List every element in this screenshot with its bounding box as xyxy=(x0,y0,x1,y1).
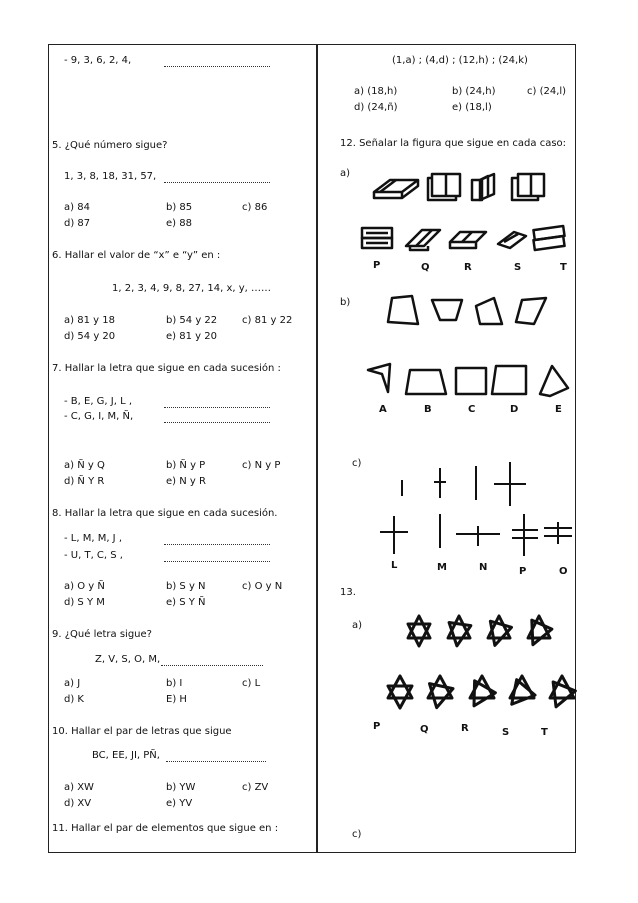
q12b-label: b) xyxy=(340,297,351,308)
q12b-option-c: C xyxy=(468,404,476,415)
q6-sequence: 1, 2, 3, 4, 9, 8, 27, 14, x, y, …… xyxy=(112,283,272,294)
q12c-option-o: O xyxy=(559,566,568,577)
q6-option-e: e) 81 y 20 xyxy=(166,331,217,342)
answer-blank xyxy=(164,553,270,562)
q9-option-d: d) K xyxy=(64,694,84,705)
q9-option-a: a) J xyxy=(64,678,81,689)
q10-option-d: d) XV xyxy=(64,798,92,809)
q9-option-c: c) L xyxy=(242,678,261,689)
q8-option-d: d) S Y M xyxy=(64,597,105,608)
q13c-label: c) xyxy=(352,829,362,840)
q9-sequence: Z, V, S, O, M, xyxy=(95,654,161,665)
q8-option-b: b) S y N xyxy=(166,581,206,592)
q12c-sequence-figures xyxy=(390,460,530,508)
q13a-option-stars xyxy=(380,672,580,712)
q5-option-c: c) 86 xyxy=(242,202,268,213)
q10-option-e: e) YV xyxy=(166,798,193,809)
pairs-option-b: b) (24,h) xyxy=(452,86,496,97)
q6-option-b: b) 54 y 22 xyxy=(166,315,218,326)
answer-blank xyxy=(164,399,270,408)
pairs-option-c: c) (24,l) xyxy=(527,86,567,97)
q10-option-b: b) YW xyxy=(166,782,196,793)
q7-option-a: a) Ñ y Q xyxy=(64,460,105,471)
q6-option-d: d) 54 y 20 xyxy=(64,331,116,342)
q7-option-b: b) Ñ y P xyxy=(166,460,206,471)
q12b-option-e: E xyxy=(555,404,562,415)
q7-sequence-1: - B, E, G, J, L , xyxy=(64,396,133,407)
q6-title: 6. Hallar el valor de “x” e “y” en : xyxy=(52,250,221,261)
q8-title: 8. Hallar la letra que sigue en cada sucesión. xyxy=(52,508,278,519)
q9-title: 9. ¿Qué letra sigue? xyxy=(52,629,152,640)
q10-sequence: BC, EE, JI, PÑ, xyxy=(92,750,160,761)
q12b-option-d: D xyxy=(510,404,519,415)
q12c-option-l: L xyxy=(391,560,398,571)
q8-option-a: a) O y Ñ xyxy=(64,581,105,592)
q12a-sequence-figures xyxy=(368,168,568,208)
q7-sequence-2: - C, G, I, M, Ñ, xyxy=(64,411,134,422)
q8-option-c: c) O y N xyxy=(242,581,283,592)
q8-option-e: e) S Y Ñ xyxy=(166,597,206,608)
q8-sequence-2: - U, T, C, S , xyxy=(64,550,123,561)
q7-title: 7. Hallar la letra que sigue en cada sucesión : xyxy=(52,363,281,374)
q7-option-d: d) Ñ Y R xyxy=(64,476,105,487)
q12a-option-q: Q xyxy=(421,262,430,273)
q5-option-a: a) 84 xyxy=(64,202,90,213)
q9-option-b: b) I xyxy=(166,678,183,689)
q10-option-a: a) XW xyxy=(64,782,94,793)
q12a-option-r: R xyxy=(464,262,472,273)
q12a-option-figures xyxy=(358,222,572,258)
q12b-option-b: B xyxy=(424,404,432,415)
q13a-option-t: T xyxy=(541,727,548,738)
q12c-option-m: M xyxy=(437,562,447,573)
q5-option-e: e) 88 xyxy=(166,218,192,229)
q12c-label: c) xyxy=(352,458,362,469)
answer-blank xyxy=(164,536,270,545)
q12b-sequence-figures xyxy=(384,294,554,330)
previous-sequence: - 9, 3, 6, 2, 4, xyxy=(64,55,132,66)
q13-title: 13. xyxy=(340,587,356,598)
q12a-label: a) xyxy=(340,168,351,179)
q12c-option-n: N xyxy=(479,562,488,573)
q13a-option-r: R xyxy=(461,723,469,734)
q13a-label: a) xyxy=(352,620,363,631)
q5-title: 5. ¿Qué número sigue? xyxy=(52,140,168,151)
q12c-option-p: P xyxy=(519,566,527,577)
answer-blank xyxy=(166,753,266,762)
pairs-option-d: d) (24,ñ) xyxy=(354,102,398,113)
q9-option-e: E) H xyxy=(166,694,187,705)
q5-sequence: 1, 3, 8, 18, 31, 57, xyxy=(64,171,157,182)
q13a-option-s: S xyxy=(502,727,510,738)
q8-sequence-1: - L, M, M, J , xyxy=(64,533,122,544)
pairs-option-e: e) (18,l) xyxy=(452,102,492,113)
answer-blank xyxy=(164,414,270,423)
q6-option-c: c) 81 y 22 xyxy=(242,315,293,326)
q13a-option-p: P xyxy=(373,721,381,732)
column-divider xyxy=(316,44,318,853)
q13a-option-q: Q xyxy=(420,724,429,735)
q10-title: 10. Hallar el par de letras que sigue xyxy=(52,726,232,737)
q5-option-b: b) 85 xyxy=(166,202,193,213)
q11-title: 11. Hallar el par de elementos que sigue en : xyxy=(52,823,279,834)
q7-option-c: c) N y P xyxy=(242,460,281,471)
q12a-option-p: P xyxy=(373,260,381,271)
q7-option-e: e) N y R xyxy=(166,476,206,487)
q12b-option-a: A xyxy=(379,404,387,415)
answer-blank xyxy=(164,174,270,183)
q12a-option-t: T xyxy=(560,262,567,273)
answer-blank xyxy=(161,657,263,666)
pairs-option-a: a) (18,h) xyxy=(354,86,398,97)
q12c-option-figures xyxy=(378,512,574,560)
pairs-sequence: (1,a) ; (4,d) ; (12,h) ; (24,k) xyxy=(392,55,528,66)
q13a-sequence-stars xyxy=(400,612,560,650)
q6-option-a: a) 81 y 18 xyxy=(64,315,115,326)
answer-blank xyxy=(164,58,270,67)
q5-option-d: d) 87 xyxy=(64,218,91,229)
q10-option-c: c) ZV xyxy=(242,782,269,793)
q12b-option-figures xyxy=(364,360,574,400)
q12-title: 12. Señalar la figura que sigue en cada caso: xyxy=(340,138,567,149)
q12a-option-s: S xyxy=(514,262,522,273)
